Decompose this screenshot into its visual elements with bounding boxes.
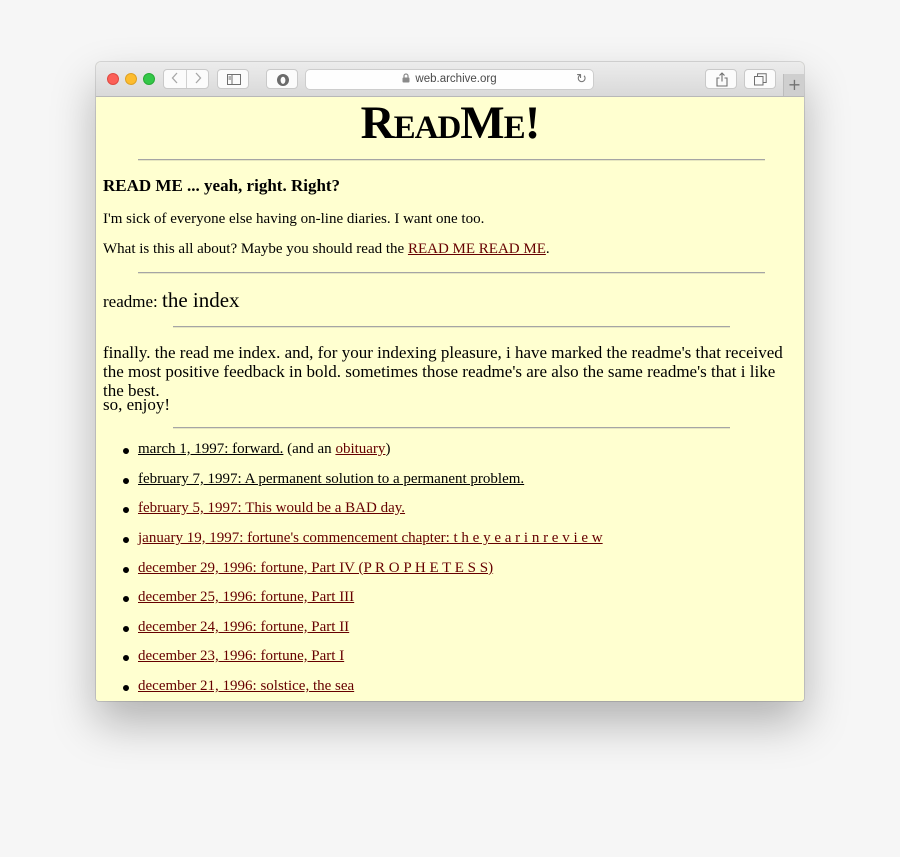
- bullet: [123, 685, 129, 691]
- list-item-text: [138, 530, 603, 547]
- minimize-window-button[interactable]: [125, 73, 137, 85]
- chevron-right-icon: [194, 72, 202, 84]
- title-letter: M: [460, 97, 504, 149]
- list-item-text: [138, 500, 405, 517]
- new-tab-button[interactable]: [783, 74, 804, 96]
- share-button[interactable]: [705, 69, 737, 89]
- web-page: [96, 97, 804, 701]
- index-heading: [103, 288, 240, 313]
- forward-button[interactable]: [187, 70, 209, 88]
- divider: [173, 326, 730, 328]
- title-letter: R: [360, 97, 394, 149]
- intro-paragraph: I'm sick of everyone else having on-line diaries. I want one too.: [103, 211, 485, 227]
- bullet: [123, 626, 129, 632]
- url-text: web.archive.org: [415, 73, 497, 85]
- back-button[interactable]: [164, 70, 187, 88]
- list-item-text: [138, 589, 354, 606]
- about-punctuation: .: [545, 241, 550, 257]
- browser-toolbar: [96, 62, 804, 97]
- lock-icon: [402, 73, 410, 83]
- obituary-link[interactable]: obituary: [335, 441, 386, 457]
- browser-window: [96, 62, 804, 701]
- entry-text: ): [385, 441, 391, 457]
- section-heading: READ ME ... yeah, right. Right?: [103, 176, 341, 195]
- enjoy-text: so, enjoy!: [103, 395, 171, 414]
- about-text: What is this all about? Maybe you should read the: [103, 241, 408, 257]
- share-icon: [716, 72, 728, 87]
- index-description: finally. the read me index. and, for your indexing pleasure, i have marked the readme's that received the most positive feedback in bold. sometimes those readme's are also the same readme's that i like the best.: [103, 343, 783, 400]
- about-paragraph: [103, 241, 550, 258]
- entry-link[interactable]: february 5, 1997: This would be a BAD day.: [138, 500, 406, 516]
- address-bar[interactable]: [305, 69, 594, 90]
- page-title: [96, 97, 804, 154]
- divider: [173, 427, 730, 429]
- entry-link[interactable]: december 25, 1996: fortune, Part III: [138, 589, 355, 605]
- entry-link[interactable]: december 21, 1996: solstice, the sea: [138, 678, 355, 694]
- bullet: [123, 537, 129, 543]
- list-item-text: [138, 678, 354, 695]
- bullet: [123, 448, 129, 454]
- bullet: [123, 655, 129, 661]
- bullet: [123, 478, 129, 484]
- title-letters: EAD: [393, 110, 461, 146]
- entry-link[interactable]: february 7, 1997: A permanent solution to a permanent problem.: [138, 471, 525, 487]
- sidebar-icon: [227, 74, 241, 85]
- entry-link[interactable]: december 23, 1996: fortune, Part I: [138, 648, 345, 664]
- entry-link[interactable]: december 29, 1996: fortune, Part IV (P R O P H E T E S S): [138, 560, 494, 576]
- entry-link[interactable]: december 24, 1996: fortune, Part II: [138, 619, 350, 635]
- list-item-text: [138, 648, 344, 665]
- index-label: readme:: [103, 292, 158, 311]
- list-item-text: [138, 619, 349, 636]
- tab-overview-button[interactable]: [744, 69, 776, 89]
- title-punctuation: !: [524, 97, 540, 149]
- entry-text: (and an: [283, 441, 336, 457]
- divider: [138, 159, 765, 161]
- index-title: the index: [162, 288, 240, 312]
- readme-readme-link[interactable]: READ ME READ ME: [407, 241, 546, 257]
- list-item-text: [138, 441, 390, 458]
- reload-icon[interactable]: ↻: [576, 72, 587, 87]
- title-letters: E: [503, 110, 525, 146]
- divider: [138, 272, 765, 274]
- zoom-window-button[interactable]: [143, 73, 155, 85]
- bullet: [123, 596, 129, 602]
- entry-link[interactable]: march 1, 1997: forward.: [138, 441, 284, 457]
- extension-button[interactable]: [266, 69, 298, 89]
- list-item-text: [138, 560, 493, 577]
- bullet: [123, 567, 129, 573]
- entry-link[interactable]: january 19, 1997: fortune's commencement chapter: t h e y e a r i n r e v i e w: [138, 530, 603, 546]
- bullet: [123, 507, 129, 513]
- list-item-text: [138, 471, 524, 488]
- close-window-button[interactable]: [107, 73, 119, 85]
- plus-icon: +: [787, 75, 802, 94]
- sidebar-toggle-button[interactable]: [217, 69, 249, 89]
- navigation-buttons: [163, 69, 209, 89]
- tabs-icon: [754, 73, 767, 86]
- chevron-left-icon: [171, 72, 179, 84]
- ghost-extension-icon: [276, 73, 290, 87]
